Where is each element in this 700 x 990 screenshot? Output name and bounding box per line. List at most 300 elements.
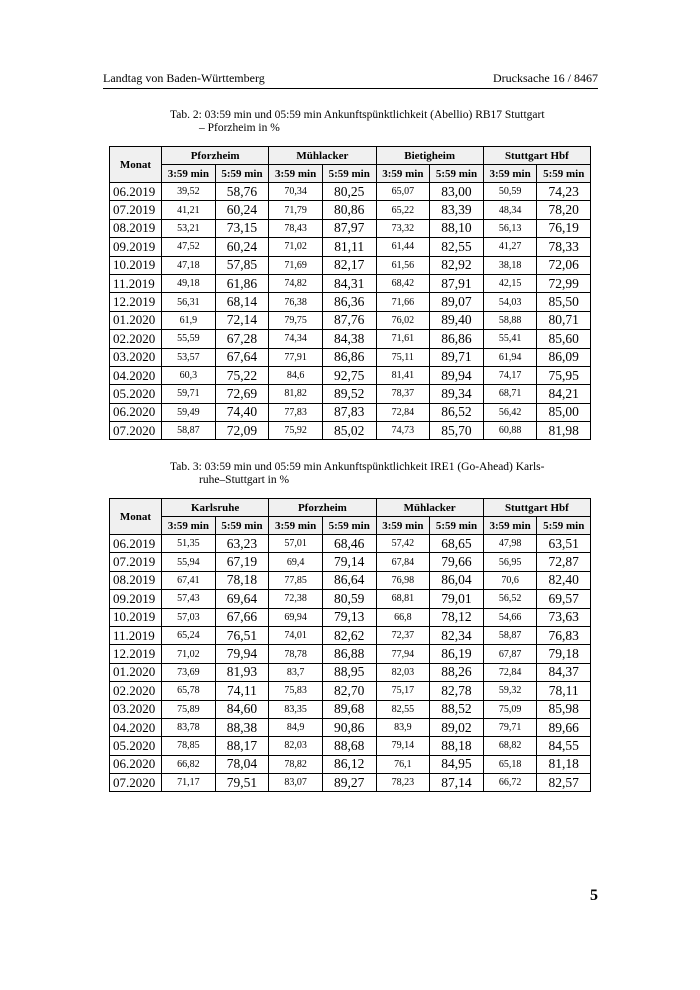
- value-cell: 89,66: [537, 718, 591, 736]
- value-cell: 83,39: [430, 201, 484, 219]
- value-cell: 39,52: [162, 183, 216, 201]
- station-header: Stuttgart Hbf: [483, 147, 590, 165]
- value-cell: 75,22: [215, 366, 269, 384]
- value-cell: 85,98: [537, 700, 591, 718]
- header-right: Drucksache 16 / 8467: [493, 71, 598, 85]
- value-cell: 83,35: [269, 700, 323, 718]
- min-header: 3:59 min: [269, 517, 323, 535]
- value-cell: 47,52: [162, 238, 216, 256]
- value-cell: 72,09: [215, 422, 269, 440]
- min-header: 3:59 min: [483, 517, 537, 535]
- value-cell: 60,24: [215, 201, 269, 219]
- value-cell: 86,12: [322, 755, 376, 773]
- value-cell: 57,01: [269, 535, 323, 553]
- value-cell: 68,65: [430, 535, 484, 553]
- value-cell: 80,71: [537, 311, 591, 329]
- table-row: [110, 737, 591, 755]
- value-cell: 76,98: [376, 571, 430, 589]
- value-cell: 42,15: [483, 274, 537, 292]
- value-cell: 79,13: [322, 608, 376, 626]
- value-cell: 86,52: [430, 403, 484, 421]
- value-cell: 67,19: [215, 553, 269, 571]
- value-cell: 71,69: [269, 256, 323, 274]
- value-cell: 82,34: [430, 626, 484, 644]
- min-header: 3:59 min: [376, 517, 430, 535]
- value-cell: 85,02: [322, 422, 376, 440]
- table3: [109, 498, 591, 792]
- month-cell: 07.2020: [110, 422, 162, 440]
- table2-caption-line1: Tab. 2: 03:59 min und 05:59 min Ankunftspünktlichkeit (Abellio) RB17 Stuttgart: [170, 109, 545, 121]
- value-cell: 82,70: [322, 682, 376, 700]
- value-cell: 82,17: [322, 256, 376, 274]
- value-cell: 84,9: [269, 718, 323, 736]
- value-cell: 74,34: [269, 330, 323, 348]
- table-row: [110, 608, 591, 626]
- value-cell: 41,21: [162, 201, 216, 219]
- value-cell: 55,41: [483, 330, 537, 348]
- station-header: Pforzheim: [269, 499, 376, 517]
- value-cell: 79,71: [483, 718, 537, 736]
- table3-caption-line2: ruhe–Stuttgart in %: [199, 474, 290, 486]
- month-cell: 12.2019: [110, 293, 162, 311]
- value-cell: 79,75: [269, 311, 323, 329]
- value-cell: 71,61: [376, 330, 430, 348]
- month-cell: 10.2019: [110, 608, 162, 626]
- value-cell: 68,46: [322, 535, 376, 553]
- value-cell: 49,18: [162, 274, 216, 292]
- value-cell: 78,37: [376, 385, 430, 403]
- value-cell: 82,40: [537, 571, 591, 589]
- value-cell: 57,03: [162, 608, 216, 626]
- value-cell: 71,02: [269, 238, 323, 256]
- value-cell: 75,89: [162, 700, 216, 718]
- value-cell: 83,07: [269, 774, 323, 792]
- value-cell: 74,82: [269, 274, 323, 292]
- value-cell: 78,85: [162, 737, 216, 755]
- value-cell: 53,57: [162, 348, 216, 366]
- month-cell: 04.2020: [110, 718, 162, 736]
- value-cell: 71,66: [376, 293, 430, 311]
- value-cell: 54,66: [483, 608, 537, 626]
- value-cell: 68,14: [215, 293, 269, 311]
- value-cell: 88,38: [215, 718, 269, 736]
- value-cell: 57,42: [376, 535, 430, 553]
- page-number: 5: [590, 887, 598, 904]
- value-cell: 65,22: [376, 201, 430, 219]
- value-cell: 87,14: [430, 774, 484, 792]
- table2-caption-line2: – Pforzheim in %: [199, 122, 280, 134]
- value-cell: 57,43: [162, 590, 216, 608]
- value-cell: 68,42: [376, 274, 430, 292]
- month-cell: 06.2019: [110, 535, 162, 553]
- station-header: Bietigheim: [376, 147, 483, 165]
- value-cell: 74,40: [215, 403, 269, 421]
- min-header: 5:59 min: [322, 165, 376, 183]
- month-cell: 01.2020: [110, 311, 162, 329]
- value-cell: 74,17: [483, 366, 537, 384]
- value-cell: 74,23: [537, 183, 591, 201]
- min-header: 5:59 min: [215, 165, 269, 183]
- value-cell: 58,88: [483, 311, 537, 329]
- table-row: [110, 403, 591, 421]
- value-cell: 76,38: [269, 293, 323, 311]
- value-cell: 72,06: [537, 256, 591, 274]
- value-cell: 66,8: [376, 608, 430, 626]
- value-cell: 63,51: [537, 535, 591, 553]
- value-cell: 65,07: [376, 183, 430, 201]
- value-cell: 69,57: [537, 590, 591, 608]
- value-cell: 75,95: [537, 366, 591, 384]
- value-cell: 79,66: [430, 553, 484, 571]
- value-cell: 61,44: [376, 238, 430, 256]
- min-header: 3:59 min: [162, 165, 216, 183]
- value-cell: 78,04: [215, 755, 269, 773]
- value-cell: 85,70: [430, 422, 484, 440]
- month-cell: 02.2020: [110, 330, 162, 348]
- value-cell: 72,84: [376, 403, 430, 421]
- value-cell: 89,71: [430, 348, 484, 366]
- value-cell: 86,09: [537, 348, 591, 366]
- month-cell: 05.2020: [110, 737, 162, 755]
- value-cell: 85,60: [537, 330, 591, 348]
- value-cell: 65,24: [162, 626, 216, 644]
- value-cell: 83,78: [162, 718, 216, 736]
- value-cell: 73,69: [162, 663, 216, 681]
- min-header: 3:59 min: [162, 517, 216, 535]
- value-cell: 67,84: [376, 553, 430, 571]
- value-cell: 60,24: [215, 238, 269, 256]
- value-cell: 76,1: [376, 755, 430, 773]
- station-header: Pforzheim: [162, 147, 269, 165]
- value-cell: 88,52: [430, 700, 484, 718]
- value-cell: 89,52: [322, 385, 376, 403]
- table-row: [110, 256, 591, 274]
- value-cell: 82,78: [430, 682, 484, 700]
- value-cell: 86,19: [430, 645, 484, 663]
- value-cell: 61,9: [162, 311, 216, 329]
- value-cell: 69,94: [269, 608, 323, 626]
- value-cell: 92,75: [322, 366, 376, 384]
- value-cell: 77,85: [269, 571, 323, 589]
- value-cell: 88,17: [215, 737, 269, 755]
- table-row: [110, 682, 591, 700]
- min-header: 3:59 min: [376, 165, 430, 183]
- table-row: [110, 422, 591, 440]
- value-cell: 61,94: [483, 348, 537, 366]
- value-cell: 71,79: [269, 201, 323, 219]
- value-cell: 63,23: [215, 535, 269, 553]
- value-cell: 50,59: [483, 183, 537, 201]
- value-cell: 79,14: [322, 553, 376, 571]
- value-cell: 84,55: [537, 737, 591, 755]
- value-cell: 68,82: [483, 737, 537, 755]
- value-cell: 89,94: [430, 366, 484, 384]
- value-cell: 82,92: [430, 256, 484, 274]
- value-cell: 88,10: [430, 219, 484, 237]
- value-cell: 70,34: [269, 183, 323, 201]
- value-cell: 89,68: [322, 700, 376, 718]
- value-cell: 60,88: [483, 422, 537, 440]
- month-cell: 03.2020: [110, 700, 162, 718]
- value-cell: 41,27: [483, 238, 537, 256]
- value-cell: 70,6: [483, 571, 537, 589]
- monat-header: Monat: [110, 147, 162, 183]
- value-cell: 56,13: [483, 219, 537, 237]
- value-cell: 67,41: [162, 571, 216, 589]
- value-cell: 73,15: [215, 219, 269, 237]
- table-row: [110, 645, 591, 663]
- value-cell: 58,87: [162, 422, 216, 440]
- value-cell: 61,86: [215, 274, 269, 292]
- page-header: [103, 70, 598, 89]
- value-cell: 68,81: [376, 590, 430, 608]
- table-row: [110, 330, 591, 348]
- value-cell: 73,32: [376, 219, 430, 237]
- value-cell: 61,56: [376, 256, 430, 274]
- value-cell: 59,32: [483, 682, 537, 700]
- value-cell: 58,87: [483, 626, 537, 644]
- value-cell: 73,63: [537, 608, 591, 626]
- value-cell: 72,37: [376, 626, 430, 644]
- value-cell: 76,02: [376, 311, 430, 329]
- table-row: [110, 183, 591, 201]
- table2-caption: [170, 109, 550, 135]
- table-row: [110, 590, 591, 608]
- value-cell: 81,18: [537, 755, 591, 773]
- value-cell: 66,72: [483, 774, 537, 792]
- value-cell: 60,3: [162, 366, 216, 384]
- month-cell: 03.2020: [110, 348, 162, 366]
- value-cell: 48,34: [483, 201, 537, 219]
- value-cell: 51,35: [162, 535, 216, 553]
- value-cell: 89,07: [430, 293, 484, 311]
- header-left: Landtag von Baden-Württemberg: [103, 71, 265, 85]
- value-cell: 87,97: [322, 219, 376, 237]
- value-cell: 76,19: [537, 219, 591, 237]
- value-cell: 75,11: [376, 348, 430, 366]
- min-header: 3:59 min: [483, 165, 537, 183]
- value-cell: 78,33: [537, 238, 591, 256]
- value-cell: 89,34: [430, 385, 484, 403]
- value-cell: 88,18: [430, 737, 484, 755]
- value-cell: 84,6: [269, 366, 323, 384]
- value-cell: 78,11: [537, 682, 591, 700]
- value-cell: 81,98: [537, 422, 591, 440]
- table-row: [110, 774, 591, 792]
- value-cell: 78,23: [376, 774, 430, 792]
- value-cell: 47,18: [162, 256, 216, 274]
- value-cell: 55,59: [162, 330, 216, 348]
- value-cell: 72,14: [215, 311, 269, 329]
- value-cell: 78,18: [215, 571, 269, 589]
- value-cell: 89,40: [430, 311, 484, 329]
- value-cell: 82,57: [537, 774, 591, 792]
- table-row: [110, 201, 591, 219]
- value-cell: 88,95: [322, 663, 376, 681]
- value-cell: 81,11: [322, 238, 376, 256]
- value-cell: 84,31: [322, 274, 376, 292]
- table3-caption: [170, 461, 550, 487]
- value-cell: 76,83: [537, 626, 591, 644]
- value-cell: 71,02: [162, 645, 216, 663]
- month-cell: 12.2019: [110, 645, 162, 663]
- value-cell: 65,18: [483, 755, 537, 773]
- value-cell: 90,86: [322, 718, 376, 736]
- value-cell: 69,4: [269, 553, 323, 571]
- value-cell: 83,00: [430, 183, 484, 201]
- value-cell: 74,01: [269, 626, 323, 644]
- value-cell: 74,73: [376, 422, 430, 440]
- value-cell: 56,95: [483, 553, 537, 571]
- value-cell: 75,09: [483, 700, 537, 718]
- value-cell: 86,64: [322, 571, 376, 589]
- table-row: [110, 219, 591, 237]
- value-cell: 78,12: [430, 608, 484, 626]
- value-cell: 86,04: [430, 571, 484, 589]
- value-cell: 82,55: [376, 700, 430, 718]
- table-row: [110, 663, 591, 681]
- value-cell: 56,31: [162, 293, 216, 311]
- value-cell: 78,82: [269, 755, 323, 773]
- value-cell: 84,37: [537, 663, 591, 681]
- value-cell: 87,91: [430, 274, 484, 292]
- value-cell: 80,59: [322, 590, 376, 608]
- month-cell: 07.2020: [110, 774, 162, 792]
- table3-caption-line1: Tab. 3: 03:59 min und 05:59 min Ankunftspünktlichkeit IRE1 (Go-Ahead) Karls-: [170, 461, 545, 473]
- table-row: [110, 700, 591, 718]
- value-cell: 74,11: [215, 682, 269, 700]
- value-cell: 78,78: [269, 645, 323, 663]
- value-cell: 59,49: [162, 403, 216, 421]
- month-cell: 07.2019: [110, 201, 162, 219]
- table-row: [110, 348, 591, 366]
- value-cell: 82,03: [269, 737, 323, 755]
- value-cell: 87,76: [322, 311, 376, 329]
- month-cell: 11.2019: [110, 274, 162, 292]
- table-row: [110, 571, 591, 589]
- value-cell: 86,86: [430, 330, 484, 348]
- station-header: Stuttgart Hbf: [483, 499, 590, 517]
- monat-header: Monat: [110, 499, 162, 535]
- value-cell: 77,83: [269, 403, 323, 421]
- value-cell: 77,94: [376, 645, 430, 663]
- value-cell: 82,55: [430, 238, 484, 256]
- value-cell: 81,41: [376, 366, 430, 384]
- min-header: 5:59 min: [322, 517, 376, 535]
- min-header: 5:59 min: [537, 165, 591, 183]
- value-cell: 83,7: [269, 663, 323, 681]
- table3-body: [110, 535, 591, 792]
- value-cell: 84,38: [322, 330, 376, 348]
- table2-body: [110, 183, 591, 440]
- value-cell: 72,38: [269, 590, 323, 608]
- value-cell: 84,95: [430, 755, 484, 773]
- value-cell: 68,71: [483, 385, 537, 403]
- table2: [109, 146, 591, 440]
- table-row: [110, 366, 591, 384]
- min-header: 5:59 min: [215, 517, 269, 535]
- value-cell: 82,03: [376, 663, 430, 681]
- value-cell: 65,78: [162, 682, 216, 700]
- table-row: [110, 755, 591, 773]
- month-cell: 09.2019: [110, 238, 162, 256]
- value-cell: 86,36: [322, 293, 376, 311]
- station-header: Karlsruhe: [162, 499, 269, 517]
- value-cell: 72,69: [215, 385, 269, 403]
- value-cell: 59,71: [162, 385, 216, 403]
- value-cell: 81,82: [269, 385, 323, 403]
- value-cell: 67,87: [483, 645, 537, 663]
- month-cell: 08.2019: [110, 219, 162, 237]
- value-cell: 38,18: [483, 256, 537, 274]
- value-cell: 55,94: [162, 553, 216, 571]
- value-cell: 75,83: [269, 682, 323, 700]
- value-cell: 86,86: [322, 348, 376, 366]
- value-cell: 67,64: [215, 348, 269, 366]
- value-cell: 89,27: [322, 774, 376, 792]
- table-row: [110, 553, 591, 571]
- month-cell: 09.2019: [110, 590, 162, 608]
- value-cell: 88,26: [430, 663, 484, 681]
- value-cell: 75,92: [269, 422, 323, 440]
- value-cell: 84,21: [537, 385, 591, 403]
- value-cell: 78,43: [269, 219, 323, 237]
- table-row: [110, 385, 591, 403]
- month-cell: 02.2020: [110, 682, 162, 700]
- value-cell: 78,20: [537, 201, 591, 219]
- value-cell: 56,42: [483, 403, 537, 421]
- value-cell: 82,62: [322, 626, 376, 644]
- value-cell: 53,21: [162, 219, 216, 237]
- value-cell: 77,91: [269, 348, 323, 366]
- month-cell: 06.2019: [110, 183, 162, 201]
- value-cell: 84,60: [215, 700, 269, 718]
- value-cell: 79,51: [215, 774, 269, 792]
- value-cell: 71,17: [162, 774, 216, 792]
- table-row: [110, 311, 591, 329]
- min-header: 3:59 min: [269, 165, 323, 183]
- value-cell: 85,50: [537, 293, 591, 311]
- value-cell: 79,01: [430, 590, 484, 608]
- table-row: [110, 718, 591, 736]
- month-cell: 10.2019: [110, 256, 162, 274]
- value-cell: 79,94: [215, 645, 269, 663]
- value-cell: 47,98: [483, 535, 537, 553]
- month-cell: 05.2020: [110, 385, 162, 403]
- value-cell: 66,82: [162, 755, 216, 773]
- table-row: [110, 274, 591, 292]
- month-cell: 06.2020: [110, 403, 162, 421]
- table-row: [110, 626, 591, 644]
- station-header: Mühlacker: [269, 147, 376, 165]
- month-cell: 11.2019: [110, 626, 162, 644]
- value-cell: 79,14: [376, 737, 430, 755]
- table-row: [110, 238, 591, 256]
- value-cell: 80,86: [322, 201, 376, 219]
- month-cell: 01.2020: [110, 663, 162, 681]
- value-cell: 80,25: [322, 183, 376, 201]
- value-cell: 81,93: [215, 663, 269, 681]
- min-header: 5:59 min: [430, 517, 484, 535]
- value-cell: 57,85: [215, 256, 269, 274]
- value-cell: 88,68: [322, 737, 376, 755]
- month-cell: 04.2020: [110, 366, 162, 384]
- value-cell: 87,83: [322, 403, 376, 421]
- value-cell: 75,17: [376, 682, 430, 700]
- min-header: 5:59 min: [430, 165, 484, 183]
- table-row: [110, 535, 591, 553]
- value-cell: 54,03: [483, 293, 537, 311]
